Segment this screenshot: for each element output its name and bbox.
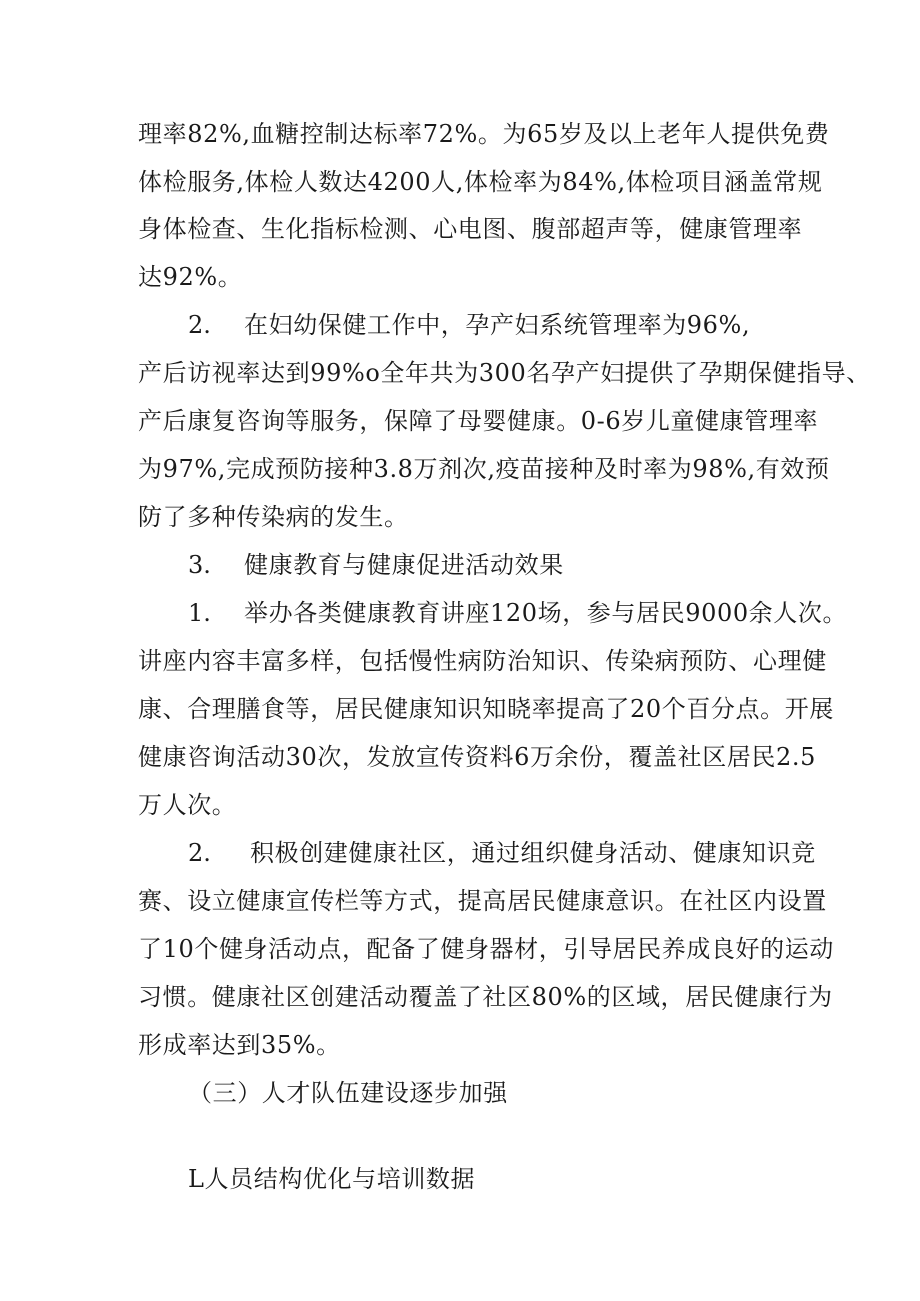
paragraph-line: 在妇幼保健工作中，孕产妇系统管理率为96%,: [244, 311, 751, 339]
paragraph-line: 形成率达到35%。: [138, 1031, 341, 1059]
paragraph-line: 身体检查、生化指标检测、心电图、腹部超声等，健康管理率: [138, 215, 803, 243]
paragraph-line: 健康咨询活动30次，发放宣传资料6万余份，覆盖社区居民2.5: [138, 743, 816, 771]
paragraph-line: 了10个健身活动点，配备了健身器材，引导居民养成良好的运动: [138, 935, 834, 963]
list-number: 1.: [188, 599, 211, 627]
subsection-heading: L人员结构优化与培训数据: [188, 1165, 476, 1193]
section-heading: （三）人才队伍建设逐步加强: [188, 1079, 508, 1107]
paragraph-line: 产后康复咨询等服务，保障了母婴健康。0-6岁儿童健康管理率: [138, 407, 819, 435]
paragraph-line: 习惯。健康社区创建活动覆盖了社区80%的区域，居民健康行为: [138, 983, 833, 1011]
paragraph-line: 积极创建健康社区，通过组织健身活动、健康知识竞: [250, 839, 816, 867]
paragraph-line: 举办各类健康教育讲座120场，参与居民9000余人次。: [244, 599, 848, 627]
paragraph-line: 赛、设立健康宣传栏等方式，提高居民健康意识。在社区内设置: [138, 887, 827, 915]
section-heading: 健康教育与健康促进活动效果: [244, 551, 564, 579]
paragraph-line: 讲座内容丰富多样，包括慢性病防治知识、传染病预防、心理健: [138, 647, 827, 675]
list-number: 2.: [188, 839, 211, 867]
paragraph-line: 体检服务,体检人数达4200人,体检率为84%,体检项目涵盖常规: [138, 168, 823, 196]
paragraph-line: 万人次。: [138, 791, 237, 819]
list-number: 2.: [188, 311, 211, 339]
paragraph-line: 达92%。: [138, 263, 243, 291]
paragraph-line: 理率82%,血糖控制达标率72%。为65岁及以上老年人提供免费: [138, 120, 830, 148]
paragraph-line: 防了多种传染病的发生。: [138, 503, 409, 531]
paragraph-line: 为97%,完成预防接种3.8万剂次,疫苗接种及时率为98%,有效预: [138, 455, 830, 483]
paragraph-line: 产后访视率达到99%o全年共为300名孕产妇提供了孕期保健指导、: [138, 359, 871, 387]
heading-number: 3.: [188, 551, 211, 579]
paragraph-line: 康、合理膳食等，居民健康知识知晓率提高了20个百分点。开展: [138, 695, 834, 723]
